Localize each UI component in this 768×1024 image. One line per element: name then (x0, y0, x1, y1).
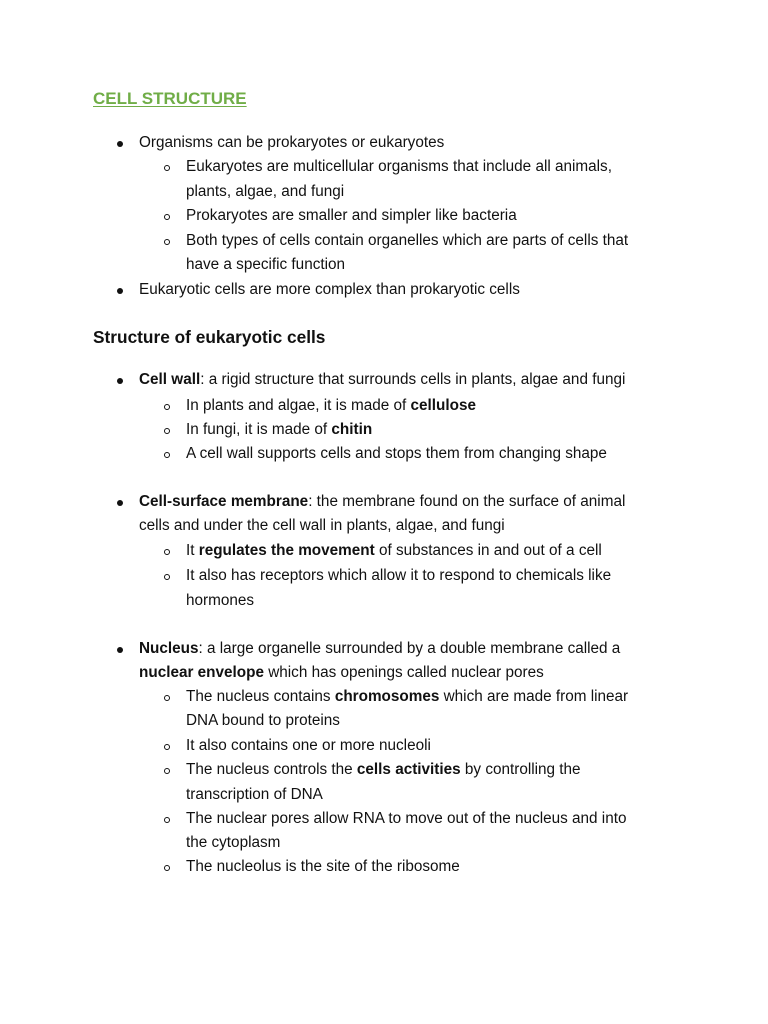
list-item-membrane (139, 492, 625, 512)
list-item-continuation: DNA bound to proteins (186, 712, 340, 729)
bold-term: cells activities (356, 761, 461, 778)
list-item: Organisms can be prokaryotes or eukaryotes (139, 134, 445, 151)
hollow-bullet-icon (164, 239, 170, 245)
bullet-icon (117, 500, 123, 506)
list-item (186, 420, 372, 440)
list-item (186, 687, 628, 707)
list-item-continuation: the cytoplasm (186, 834, 281, 851)
list-item-continuation: have a specific function (186, 256, 346, 273)
term-nucleus: Nucleus (139, 640, 199, 657)
bold-term: chromosomes (334, 688, 440, 705)
definition-text: : a large organelle surrounded by a double membrane called a (198, 640, 621, 657)
hollow-bullet-icon (164, 165, 170, 171)
list-item-continuation: transcription of DNA (186, 786, 323, 803)
hollow-bullet-icon (164, 817, 170, 823)
text: which has openings called nuclear pores (263, 664, 544, 681)
text: by controlling the (460, 761, 581, 778)
section-heading: Structure of eukaryotic cells (93, 327, 326, 347)
hollow-bullet-icon (164, 428, 170, 434)
hollow-bullet-icon (164, 549, 170, 555)
text: which are made from linear (439, 688, 629, 705)
list-item (186, 396, 476, 416)
list-item-continuation (139, 663, 544, 683)
bullet-icon (117, 647, 123, 653)
text: The nucleus controls the (186, 761, 357, 778)
text: It (186, 542, 199, 559)
list-item: It also contains one or more nucleoli (186, 737, 431, 754)
list-item: Both types of cells contain organelles which are parts of cells that (186, 232, 629, 249)
hollow-bullet-icon (164, 865, 170, 871)
term-cell-wall: Cell wall (139, 371, 201, 388)
hollow-bullet-icon (164, 452, 170, 458)
hollow-bullet-icon (164, 404, 170, 410)
hollow-bullet-icon (164, 768, 170, 774)
term-membrane: Cell-surface membrane (139, 493, 309, 510)
definition-text: : a rigid structure that surrounds cells in plants, algae and fungi (200, 371, 626, 388)
list-item-nucleus (139, 639, 620, 659)
list-item-continuation: hormones (186, 592, 255, 609)
hollow-bullet-icon (164, 744, 170, 750)
list-item-continuation: cells and under the cell wall in plants, algae, and fungi (139, 517, 505, 534)
list-item-continuation: plants, algae, and fungi (186, 183, 345, 200)
hollow-bullet-icon (164, 214, 170, 220)
bold-term: cellulose (410, 397, 476, 414)
hollow-bullet-icon (164, 574, 170, 580)
list-item-cell-wall (139, 370, 625, 390)
text: The nucleus contains (186, 688, 335, 705)
text: In plants and algae, it is made of (186, 397, 411, 414)
hollow-bullet-icon (164, 695, 170, 701)
list-item: It also has receptors which allow it to respond to chemicals like (186, 567, 612, 584)
list-item (186, 760, 581, 780)
list-item: The nucleolus is the site of the ribosome (186, 858, 460, 875)
bold-term: nuclear envelope (139, 664, 264, 681)
text: In fungi, it is made of (186, 421, 332, 438)
list-item: The nuclear pores allow RNA to move out of the nucleus and into (186, 810, 627, 827)
bullet-icon (117, 378, 123, 384)
list-item: Eukaryotes are multicellular organisms that include all animals, (186, 158, 612, 175)
list-item (186, 541, 602, 561)
definition-text: : the membrane found on the surface of animal (308, 493, 626, 510)
bullet-icon (117, 141, 123, 147)
list-item: A cell wall supports cells and stops them from changing shape (186, 445, 607, 462)
list-item: Eukaryotic cells are more complex than prokaryotic cells (139, 281, 520, 298)
bold-term: regulates the movement (198, 542, 375, 559)
list-item: Prokaryotes are smaller and simpler like bacteria (186, 207, 517, 224)
bold-term: chitin (331, 421, 373, 438)
page-title: CELL STRUCTURE (93, 89, 247, 108)
bullet-icon (117, 288, 123, 294)
text: of substances in and out of a cell (374, 542, 602, 559)
